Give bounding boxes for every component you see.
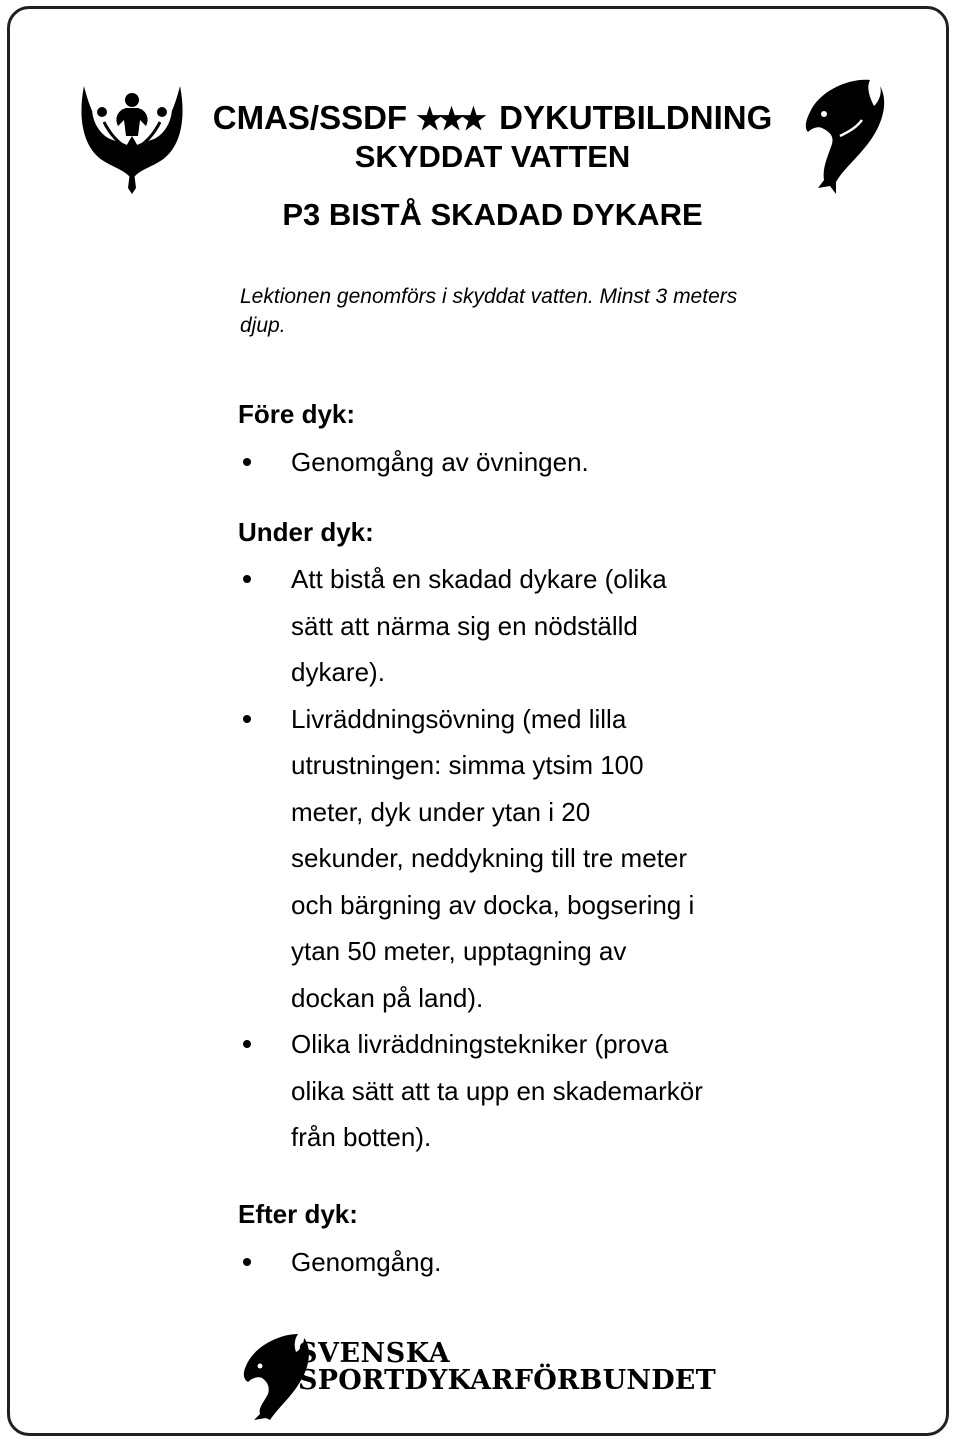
section-heading-efter-dyk: Efter dyk: <box>238 1199 358 1229</box>
list-under-dyk <box>238 556 708 1161</box>
section-heading-fore-dyk: Före dyk: <box>238 399 356 429</box>
bullet-icon <box>243 458 251 466</box>
three-stars-icon: ★★★ <box>416 103 482 136</box>
ssdf-wordmark-line1: SVENSKA <box>298 1338 451 1369</box>
list-item: Att bistå en skadad dykare (olika sätt att närma sig en nödställd dykare). <box>238 556 708 696</box>
title-prefix: CMAS/SSDF <box>212 99 408 136</box>
bullet-icon <box>243 575 251 583</box>
bullet-icon <box>243 1258 251 1266</box>
ssdf-wordmark-line2: SPORTDYKARFÖRBUNDET <box>298 1365 716 1396</box>
section-heading-under-dyk: Under dyk: <box>238 517 374 547</box>
list-efter-dyk <box>238 1239 758 1286</box>
list-fore-dyk <box>238 439 758 486</box>
list-item: Livräddningsövning (med lilla utrustningen: simma ytsim 100 meter, dyk under ytan i 20 sekunder, neddykning till tre meter och bärgning av docka, bogsering i ytan 50 meter, upptagning av dockan på land). <box>238 696 708 1022</box>
bullet-icon <box>243 715 251 723</box>
bullet-icon <box>243 1040 251 1048</box>
ssdf-wordmark <box>298 1340 716 1394</box>
lesson-title: P3 BISTÅ SKADAD DYKARE <box>282 197 703 232</box>
list-item: Genomgång. <box>238 1239 758 1286</box>
cmas-mermaid-emblem-icon <box>78 76 186 194</box>
document-subtitle: SKYDDAT VATTEN <box>354 139 631 174</box>
intro-text: Lektionen genomförs i skyddat vatten. Minst 3 meters djup. <box>240 285 738 337</box>
list-item: Olika livräddningstekniker (prova olika sätt att ta upp en skademarkör från botten). <box>238 1021 708 1161</box>
document-title <box>190 98 795 140</box>
list-item: Genomgång av övningen. <box>238 439 758 486</box>
title-suffix: DYKUTBILDNING <box>499 99 773 136</box>
dolphin-icon <box>800 76 890 194</box>
